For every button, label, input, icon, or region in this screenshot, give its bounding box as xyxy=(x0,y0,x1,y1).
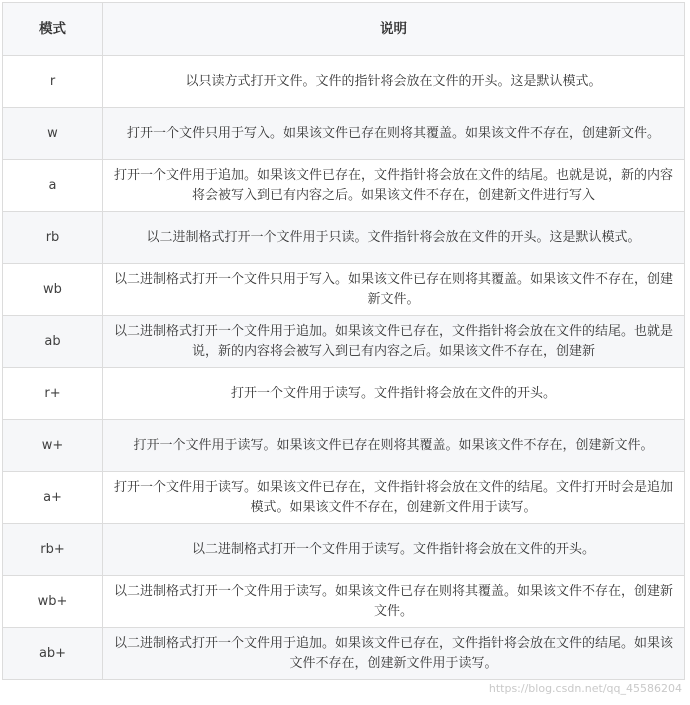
table-row xyxy=(3,108,685,160)
description-cell xyxy=(103,108,685,160)
table-row xyxy=(3,160,685,212)
description-text: 以二进制格式打开一个文件用于读写。文件指针将会放在文件的开头。 xyxy=(191,541,595,557)
table-row xyxy=(3,524,685,576)
description-text: 以二进制格式打开一个文件用于读写。如果该文件已存在则将其覆盖。如果该文件不存在，创建新文件。 xyxy=(113,583,673,619)
table-row xyxy=(3,316,685,368)
table-row xyxy=(3,472,685,524)
mode-cell: a+ xyxy=(3,472,103,524)
table-row xyxy=(3,420,685,472)
description-text: 以二进制格式打开一个文件用于只读。文件指针将会放在文件的开头。这是默认模式。 xyxy=(146,229,641,245)
mode-cell: ab+ xyxy=(3,628,103,680)
description-text: 以二进制格式打开一个文件只用于写入。如果该文件已存在则将其覆盖。如果该文件不存在，创建新文件。 xyxy=(113,271,673,307)
description-text: 打开一个文件用于追加。如果该文件已存在，文件指针将会放在文件的结尾。也就是说，新的内容将会被写入到已有内容之后。如果该文件不存在，创建新文件进行写入 xyxy=(113,167,673,203)
description-text: 打开一个文件用于读写。如果该文件已存在，文件指针将会放在文件的结尾。文件打开时会是追加模式。如果该文件不存在，创建新文件用于读写。 xyxy=(113,479,673,515)
description-cell xyxy=(103,628,685,680)
table-header-row xyxy=(3,3,685,56)
description-text: 打开一个文件只用于写入。如果该文件已存在则将其覆盖。如果该文件不存在，创建新文件。 xyxy=(126,125,660,141)
table-row xyxy=(3,212,685,264)
description-cell xyxy=(103,524,685,576)
description-cell xyxy=(103,56,685,108)
table-row xyxy=(3,576,685,628)
description-cell xyxy=(103,576,685,628)
description-text: 打开一个文件用于读写。如果该文件已存在则将其覆盖。如果该文件不存在，创建新文件。 xyxy=(133,437,654,453)
mode-cell: rb xyxy=(3,212,103,264)
mode-cell: wb xyxy=(3,264,103,316)
watermark-text: https://blog.csdn.net/qq_45586204 xyxy=(488,682,682,695)
description-cell xyxy=(103,264,685,316)
file-mode-table xyxy=(2,2,685,680)
table-row xyxy=(3,368,685,420)
mode-cell: ab xyxy=(3,316,103,368)
description-cell xyxy=(103,316,685,368)
table-row xyxy=(3,264,685,316)
description-text: 以二进制格式打开一个文件用于追加。如果该文件已存在，文件指针将会放在文件的结尾。也就是说，新的内容将会被写入到已有内容之后。如果该文件不存在，创建新 xyxy=(113,323,673,359)
description-text: 以只读方式打开文件。文件的指针将会放在文件的开头。这是默认模式。 xyxy=(185,73,602,89)
mode-cell: wb+ xyxy=(3,576,103,628)
description-cell xyxy=(103,472,685,524)
mode-cell: a xyxy=(3,160,103,212)
header-mode: 模式 xyxy=(3,3,103,56)
description-cell xyxy=(103,212,685,264)
description-cell xyxy=(103,420,685,472)
mode-cell: w+ xyxy=(3,420,103,472)
table-row xyxy=(3,56,685,108)
description-cell xyxy=(103,160,685,212)
description-text: 打开一个文件用于读写。文件指针将会放在文件的开头。 xyxy=(230,385,556,401)
header-description: 说明 xyxy=(103,3,685,56)
mode-cell: r+ xyxy=(3,368,103,420)
mode-cell: rb+ xyxy=(3,524,103,576)
mode-cell: r xyxy=(3,56,103,108)
description-cell xyxy=(103,368,685,420)
table-row xyxy=(3,628,685,680)
mode-cell: w xyxy=(3,108,103,160)
description-text: 以二进制格式打开一个文件用于追加。如果该文件已存在，文件指针将会放在文件的结尾。如果该文件不存在，创建新文件用于读写。 xyxy=(113,635,673,671)
